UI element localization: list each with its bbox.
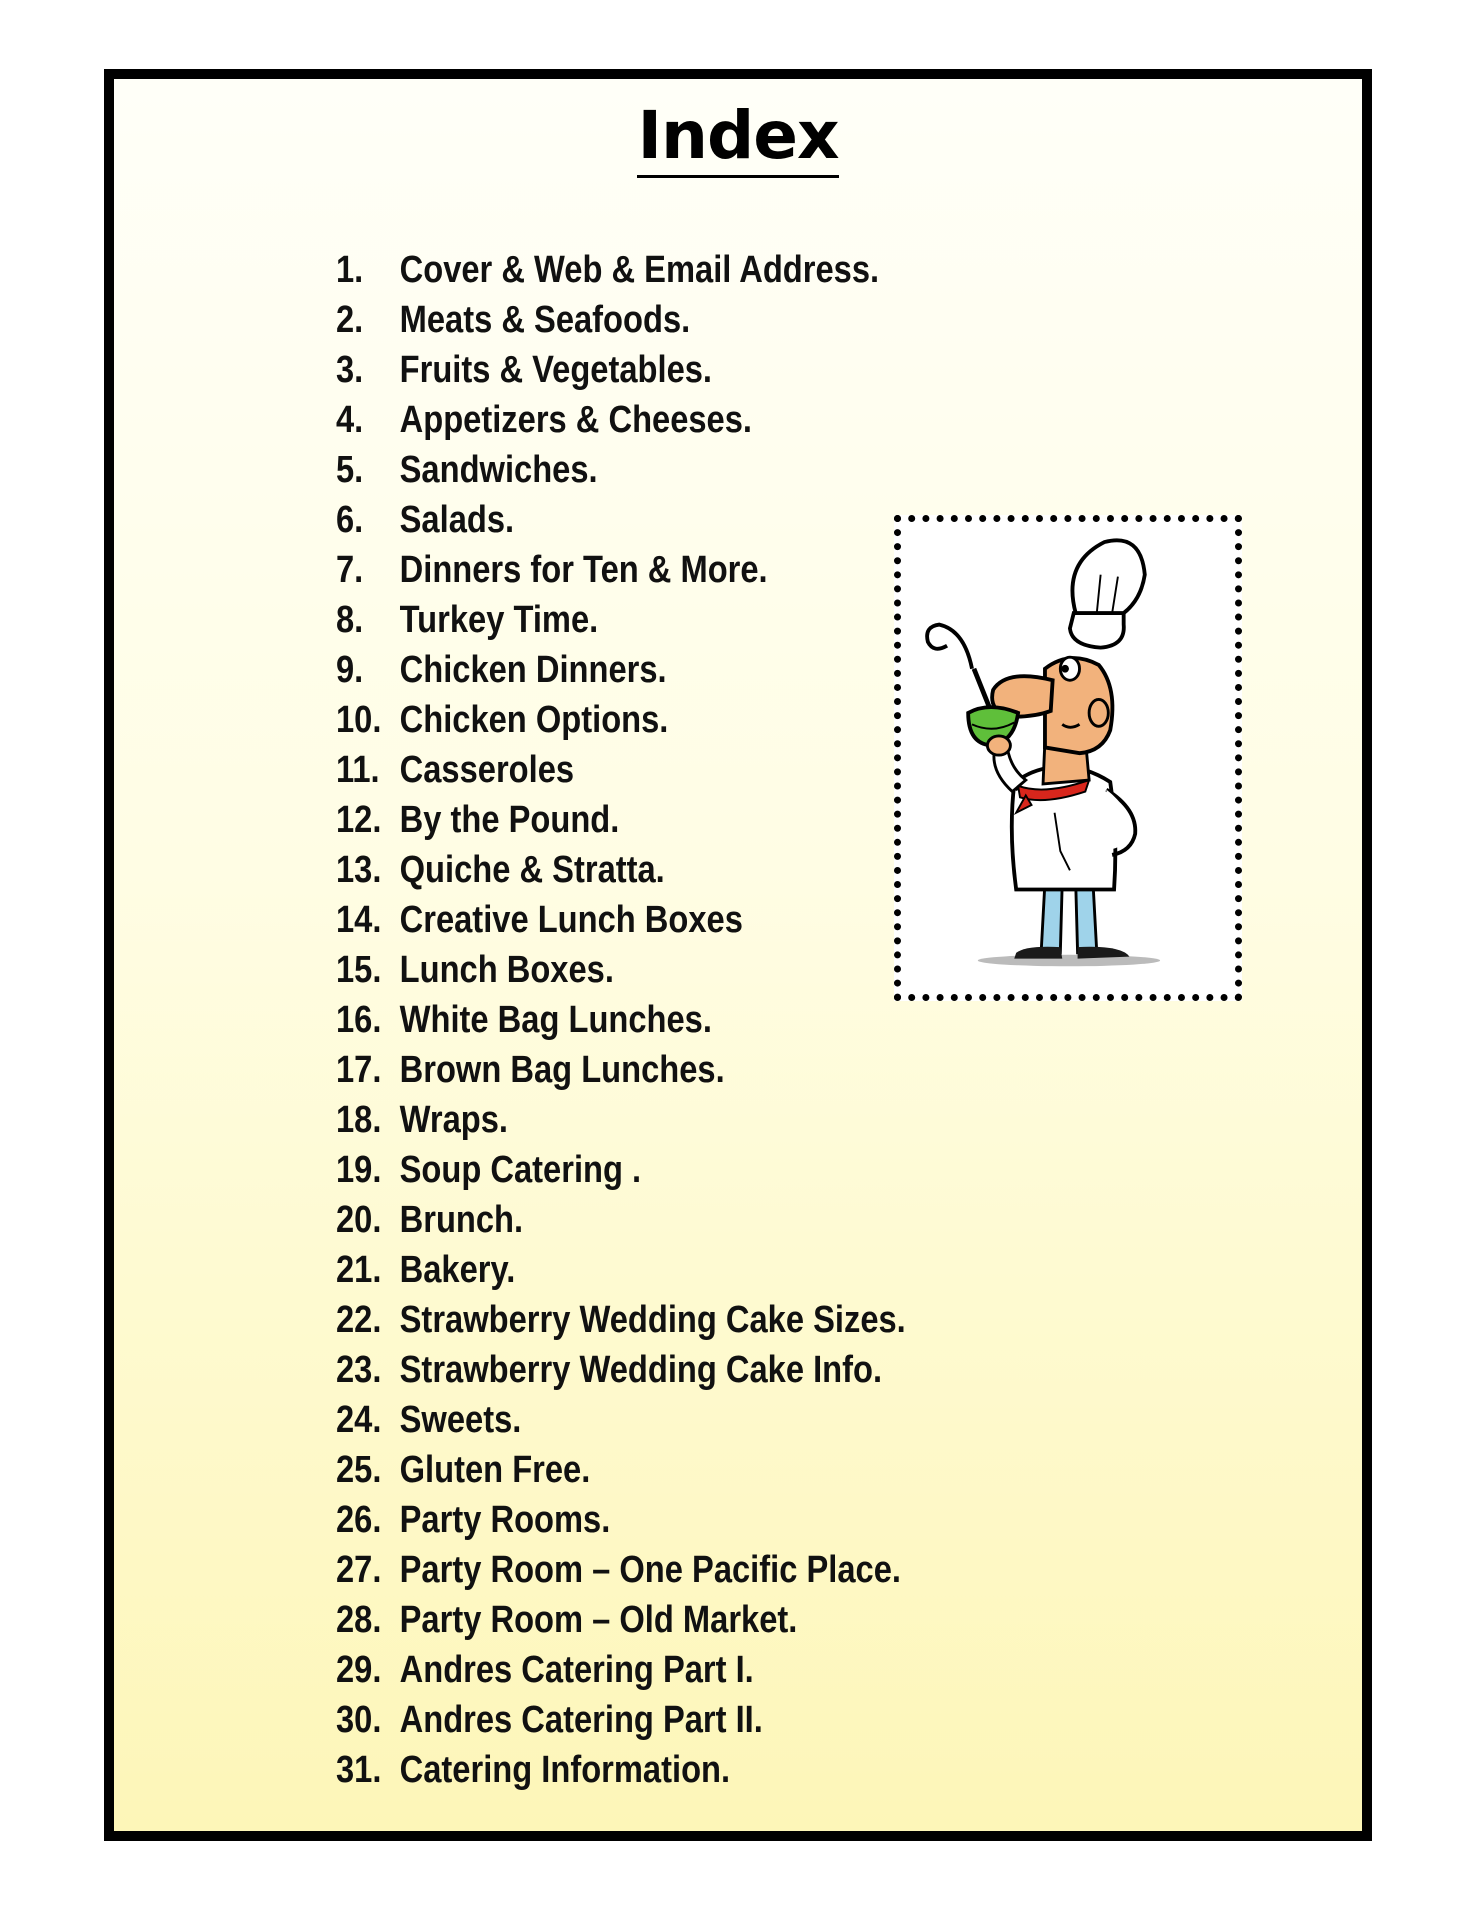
index-item [336,945,906,995]
index-item-number: 13. [336,848,382,891]
index-item-label: Chicken Options. [399,698,669,741]
index-item-label: Andres Catering Part I. [399,1648,754,1691]
index-item-number: 18. [336,1098,382,1141]
index-item-label: Appetizers & Cheeses. [399,398,752,441]
index-item [336,1595,906,1645]
index-item-number: 4. [336,398,364,441]
index-item [336,745,906,795]
index-item-label: Wraps. [399,1098,509,1141]
index-item-label: Bakery. [399,1248,516,1291]
index-item-number: 26. [336,1498,382,1541]
index-item [336,1395,906,1445]
index-item-label: By the Pound. [399,798,620,841]
index-item-number: 11. [336,748,380,791]
index-item-number: 16. [336,998,382,1041]
index-item [336,495,906,545]
index-item [336,345,906,395]
index-item-label: Dinners for Ten & More. [399,548,768,591]
index-item [336,1445,906,1495]
index-item [336,445,906,495]
index-item [336,1245,906,1295]
index-item [336,645,906,695]
index-item [336,245,906,295]
index-item-number: 23. [336,1348,382,1391]
index-item-label: Andres Catering Part II. [399,1698,763,1741]
index-item [336,545,906,595]
index-item [336,1745,906,1795]
chef-illustration-frame [894,515,1242,1001]
index-item-label: Gluten Free. [399,1448,591,1491]
index-item-label: Brunch. [399,1198,524,1241]
index-item-number: 19. [336,1148,382,1191]
index-item [336,1645,906,1695]
index-item-number: 25. [336,1448,382,1491]
index-item [336,695,906,745]
index-item-label: Party Room – One Pacific Place. [399,1548,901,1591]
index-item-label: Sweets. [399,1398,522,1441]
index-list [336,245,999,1795]
index-item-number: 29. [336,1648,382,1691]
index-item-number: 28. [336,1598,382,1641]
index-item-number: 3. [336,348,364,391]
index-item-label: Soup Catering . [399,1148,642,1191]
index-item [336,1345,906,1395]
index-item-label: Quiche & Stratta. [399,848,665,891]
index-item [336,1145,906,1195]
index-item [336,595,906,645]
index-item [336,895,906,945]
index-item-number: 6. [336,498,364,541]
page-frame [104,69,1372,1841]
index-item [336,1695,906,1745]
index-item-number: 2. [336,298,364,341]
page-title: Index [637,103,838,178]
index-item-label: Party Room – Old Market. [399,1598,798,1641]
index-item [336,1095,906,1145]
index-item [336,1545,906,1595]
index-item-label: Sandwiches. [399,448,598,491]
index-item [336,845,906,895]
index-item-number: 20. [336,1198,382,1241]
index-item-number: 8. [336,598,364,641]
index-item-number: 22. [336,1298,382,1341]
index-item-label: Lunch Boxes. [399,948,614,991]
index-item-number: 1. [336,248,364,291]
index-item [336,1295,906,1345]
index-item [336,1045,906,1095]
index-item-number: 12. [336,798,382,841]
chef-tasting-soup-icon [901,522,1235,994]
title-container [114,97,1362,178]
index-item-label: Strawberry Wedding Cake Info. [399,1348,883,1391]
index-item [336,295,906,345]
index-item-number: 14. [336,898,382,941]
index-item-number: 30. [336,1698,382,1741]
index-item-label: Salads. [399,498,515,541]
index-item-label: Casseroles [399,748,575,791]
index-item-number: 5. [336,448,364,491]
index-item [336,995,906,1045]
index-item-label: Party Rooms. [399,1498,611,1541]
index-item-number: 24. [336,1398,382,1441]
index-item [336,395,906,445]
index-item-number: 10. [336,698,382,741]
index-item [336,1495,906,1545]
index-item-number: 9. [336,648,364,691]
index-item-number: 17. [336,1048,382,1091]
index-item-label: Meats & Seafoods. [399,298,691,341]
index-item-number: 27. [336,1548,382,1591]
index-item [336,1195,906,1245]
index-item-label: Cover & Web & Email Address. [399,248,880,291]
index-item-number: 7. [336,548,364,591]
index-item-label: Brown Bag Lunches. [399,1048,725,1091]
index-item-number: 15. [336,948,382,991]
index-item-label: Chicken Dinners. [399,648,667,691]
index-item-label: Strawberry Wedding Cake Sizes. [399,1298,906,1341]
index-item-number: 31. [336,1748,382,1791]
index-item [336,795,906,845]
index-item-label: Fruits & Vegetables. [399,348,713,391]
index-item-label: Catering Information. [399,1748,731,1791]
index-item-label: Creative Lunch Boxes [399,898,743,941]
index-item-number: 21. [336,1248,382,1291]
index-item-label: Turkey Time. [399,598,599,641]
index-item-label: White Bag Lunches. [399,998,712,1041]
